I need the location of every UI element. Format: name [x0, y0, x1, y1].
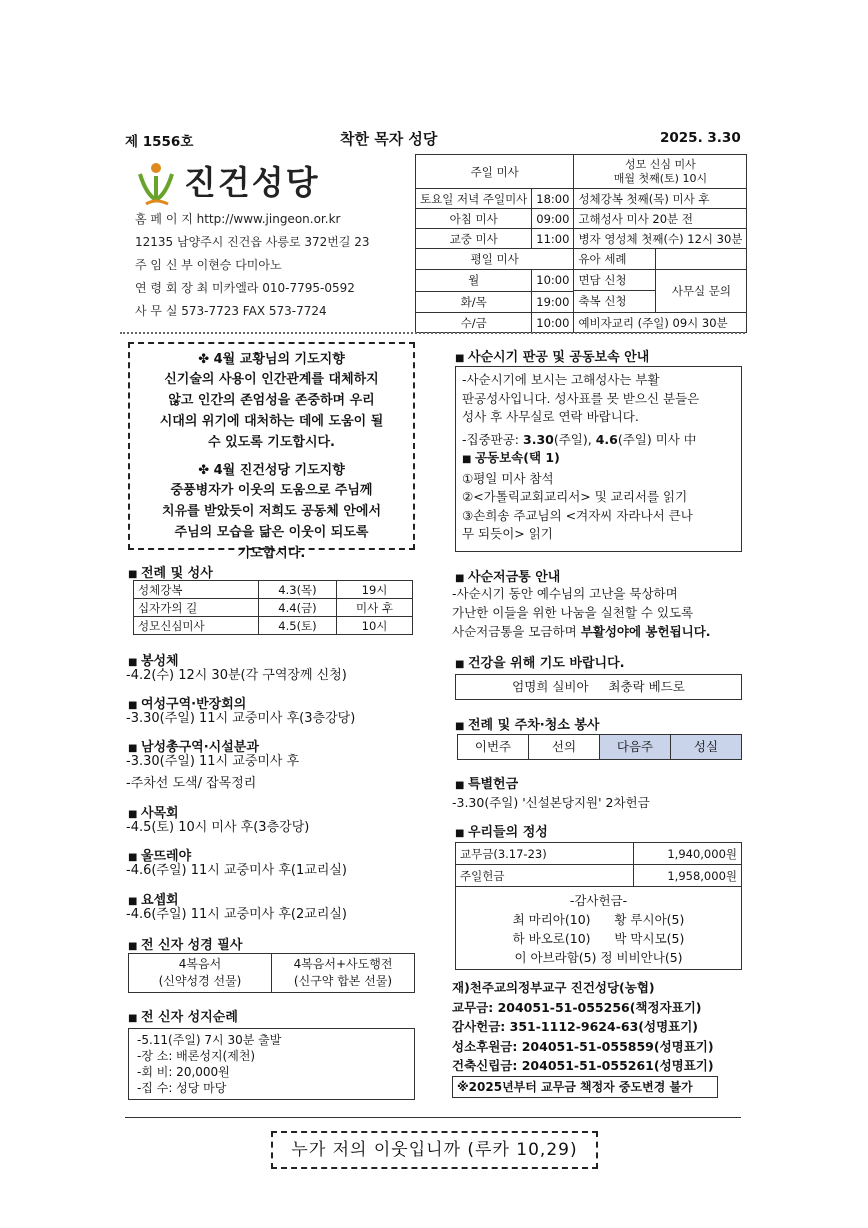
- schedule-label: 아침 미사: [416, 209, 532, 229]
- parish-intention-title-text: 4월 진건성당 기도지향: [213, 463, 345, 478]
- schedule-time: 18:00: [532, 189, 574, 209]
- pope-intention-title-text: 4월 교황님의 기도지향: [213, 352, 345, 367]
- lenten-text: [452, 584, 747, 641]
- holy-hour-title: 성모 신심 미사: [625, 157, 696, 171]
- text-line: ②<가톨릭교회교리서> 및 교리서를 읽기: [462, 489, 688, 504]
- pope-intention-title: ✤ 4월 교황님의 기도지향: [198, 352, 345, 367]
- accounts-notice: ※2025년부터 교무금 책정자 중도변경 불가: [452, 1076, 718, 1098]
- parish-logo: [132, 160, 352, 206]
- service-cell: 선의: [529, 735, 600, 759]
- footer-verse: 누가 저의 이웃입니까 (루카 10,29): [271, 1131, 598, 1169]
- section-line: -4.6(주일) 11시 교중미사 후(1교리실): [126, 863, 348, 878]
- office-phone: 사 무 실 573-7723 FAX 573-7724: [135, 304, 327, 318]
- schedule-label: 월: [416, 270, 532, 292]
- text-line: ①평일 미사 참석: [462, 470, 554, 486]
- table-row: [134, 599, 413, 617]
- section-line: -4.5(토) 10시 미사 후(3층강당): [126, 820, 310, 835]
- section-title: ■ 봉성체: [128, 650, 179, 669]
- lenten-title: ■ 사순저금통 안내: [455, 566, 560, 585]
- text-line: -5.11(주일) 7시 30분 출발: [137, 1033, 282, 1047]
- pilgrimage-title: ■ 전 신자 성지순례: [128, 1006, 238, 1025]
- text-line: [452, 622, 747, 641]
- service-title: ■ 전례 및 주차·청소 봉사: [455, 714, 599, 733]
- section-title: ■ 사목회: [128, 802, 179, 821]
- schedule-note: 예비자교리 (주일) 09시 30분: [574, 313, 747, 333]
- text-part: (주일),: [553, 431, 596, 447]
- section-title: ■ 여성구역·반장회의: [128, 693, 246, 712]
- text-part: 사순저금통을 모금하며: [452, 624, 581, 639]
- text-line: 시대의 위기에 대처하는 데에 도움이 될: [159, 414, 384, 429]
- table-row: [416, 313, 747, 333]
- text-line: 주님의 모습을 닮은 이웃이 되도록: [174, 525, 369, 540]
- dotted-divider: [120, 332, 745, 334]
- accounts-title: 재)천주교의정부교구 진건성당(농협): [452, 980, 655, 995]
- table-cell: 주일헌금: [456, 865, 634, 887]
- text-line: 4복음서+사도행전: [293, 957, 393, 971]
- health-names: 엄명희 실비아 최충락 베드로: [455, 674, 742, 700]
- section-line: -4.2(수) 12시 30분(각 구역장께 신청): [126, 668, 347, 683]
- prayer-intention-box: [128, 342, 415, 561]
- issue-number: 제 1556호: [125, 134, 194, 150]
- text-part: 부활성야에 봉헌됩니다.: [580, 624, 711, 639]
- service-cell: 성실: [671, 735, 741, 759]
- table-row: [416, 209, 747, 229]
- confession-dates: [462, 431, 735, 450]
- text-line: -집 수: 성당 마당: [137, 1081, 227, 1095]
- service-cell: 다음주: [600, 735, 671, 759]
- text-line: 하 바오로(10) 박 막시모(5): [512, 931, 685, 946]
- special-title: ■ 특별헌금: [455, 773, 518, 792]
- table-cell: 십자가의 길: [134, 599, 259, 617]
- consult-column: [574, 270, 656, 312]
- text-line: 않고 인간의 존엄성을 존중하며 우리: [168, 393, 375, 408]
- bulletin-date: 2025. 3.30: [660, 130, 741, 146]
- table-row: [134, 581, 413, 599]
- account-line: 감사헌금: 351-1112-9624-63(성명표기): [452, 1019, 699, 1034]
- bible-box: [128, 953, 415, 993]
- table-cell: 미사 후: [337, 599, 413, 617]
- schedule-time: 11:00: [532, 229, 574, 249]
- text-line: -사순시기 동안 예수님의 고난을 묵상하며: [452, 586, 678, 601]
- table-cell: 10시: [337, 617, 413, 635]
- logo-emblem-icon: [132, 160, 180, 206]
- section-title: ■ 울뜨레야: [128, 845, 191, 864]
- schedule-time: 10:00: [532, 313, 574, 333]
- text-part: (주일) 미사 中: [617, 431, 697, 447]
- account-line: 성소후원금: 204051-51-055859(성명표기): [452, 1038, 714, 1054]
- text-line: -장 소: 배론성지(제천): [137, 1049, 256, 1063]
- confession-title: ■ 사순시기 판공 및 공동보속 안내: [455, 346, 649, 365]
- section-line: -주차선 도색/ 잡목정리: [126, 776, 257, 791]
- text-line: 이 아브라함(5) 정 비비안나(5): [514, 950, 683, 965]
- schedule-note: 병자 영성체 첫째(수) 12시 30분: [574, 229, 747, 249]
- section-title: ■ 요셉회: [128, 889, 179, 908]
- offering-table: [455, 842, 742, 887]
- table-cell: 교무금(3.17-23): [456, 843, 634, 865]
- table-cell: 4.4(금): [258, 599, 336, 617]
- bible-title: ■ 전 신자 성경 필사: [128, 934, 242, 953]
- confession-box: [455, 366, 742, 552]
- weekday-mass-header: 평일 미사: [416, 249, 574, 270]
- text-part: -집중판공:: [462, 431, 523, 447]
- special-line: -3.30(주일) '신설본당지원' 2차헌금: [452, 795, 650, 810]
- table-cell: 성체강복: [134, 581, 259, 599]
- consult-cell: [574, 270, 747, 313]
- table-cell: 1,940,000원: [634, 843, 742, 865]
- offering-title: ■ 우리들의 정성: [455, 821, 548, 840]
- president: 연 령 회 장 최 미카엘라 010-7795-0592: [135, 281, 355, 295]
- sunday-mass-header: 주일 미사: [416, 155, 574, 189]
- liturgy-title: ■ 전례 및 성사: [128, 562, 213, 581]
- text-line: 판공성사입니다. 성사표를 못 받으신 분들은: [462, 390, 700, 406]
- infant-baptism: 유아 세례: [574, 249, 656, 269]
- section-line: -3.30(주일) 11시 교중미사 후: [126, 754, 300, 769]
- schedule-time: 19:00: [532, 291, 574, 313]
- table-cell: 성모신심미사: [134, 617, 259, 635]
- schedule-time: 10:00: [532, 270, 574, 292]
- schedule-label: 수/금: [416, 313, 532, 333]
- schedule-label: 화/목: [416, 291, 532, 313]
- section-line: -3.30(주일) 11시 교중미사 후(3층강당): [126, 711, 356, 726]
- date-1: 3.30: [523, 431, 554, 447]
- date-2: 4.6: [595, 431, 618, 447]
- text-line: 치유를 받았듯이 저희도 공동체 안에서: [161, 504, 382, 519]
- text-line: 최 마리아(10) 황 루시아(5): [512, 912, 685, 927]
- schedule-label: 교중 미사: [416, 229, 532, 249]
- table-cell: 1,958,000원: [634, 865, 742, 887]
- text-line: -사순시기에 보시는 고해성사는 부활: [462, 372, 660, 387]
- account-line: 건축신립금: 204051-51-055261(성명표기): [452, 1058, 714, 1073]
- health-title: ■ 건강을 위해 기도 바랍니다.: [455, 652, 625, 671]
- penance-title: ■ 공동보속(택 1): [462, 449, 735, 470]
- mass-schedule-table: [415, 154, 747, 333]
- table-row: [456, 843, 742, 865]
- text-line: 중풍병자가 이웃의 도움으로 주님께: [170, 483, 373, 498]
- text-line: 4복음서: [178, 957, 222, 971]
- text-line: ③손희송 주교님의 <겨자씨 자라나서 큰나: [462, 507, 693, 523]
- schedule-note: 성체강복 첫째(목) 미사 후: [574, 189, 747, 209]
- text-line: 가난한 이들을 위한 나눔을 실천할 수 있도록: [452, 605, 694, 620]
- accounts-block: [452, 978, 714, 1076]
- thanks-box: [455, 886, 742, 970]
- table-cell: 4.5(토): [258, 617, 336, 635]
- pilgrimage-box: [128, 1028, 415, 1100]
- homepage: 홈 페 이 지 http://www.jingeon.or.kr: [135, 212, 341, 226]
- service-cell: 이번주: [458, 735, 529, 759]
- parish-intention-title: ✤ 4월 진건성당 기도지향: [198, 463, 345, 478]
- pope-intention-text: [130, 369, 413, 453]
- text-line: 무 되듯이> 읽기: [462, 526, 553, 541]
- text-line: 신기술의 사용이 인간관계를 대체하지: [164, 372, 379, 387]
- parish-intention-text: [130, 480, 413, 564]
- section-line: -4.6(주일) 11시 교중미사 후(2교리실): [126, 907, 348, 922]
- account-line: 교무금: 204051-51-055256(책정자표기): [452, 999, 702, 1015]
- bulletin-title: 착한 목자 성당: [340, 130, 438, 148]
- table-row: [416, 189, 747, 209]
- schedule-note: 고해성사 미사 20분 전: [574, 209, 747, 229]
- table-row: [416, 249, 747, 270]
- text-line: -회 비: 20,000원: [137, 1065, 230, 1079]
- baptism-cell: [574, 249, 747, 270]
- service-table: [457, 734, 742, 760]
- text-line: 수 있도록 기도합시다.: [207, 435, 335, 450]
- liturgy-table: [133, 580, 413, 635]
- table-cell: 19시: [337, 581, 413, 599]
- section-title: ■ 남성총구역·시설분과: [128, 736, 259, 755]
- bible-option-1: [129, 954, 272, 992]
- bible-option-2: [272, 954, 414, 992]
- table-row: [416, 229, 747, 249]
- table-row: [416, 270, 747, 292]
- text-line: (신약성경 선물): [158, 974, 242, 988]
- footer-divider: [125, 1117, 741, 1118]
- schedule-note: 축복 신청: [578, 294, 627, 308]
- office-inquiry: 사무실 문의: [671, 284, 732, 298]
- table-cell: 4.3(목): [258, 581, 336, 599]
- schedule-label: 토요일 저녁 주일미사: [416, 189, 532, 209]
- table-row: [456, 865, 742, 887]
- holy-hour-sub: 매월 첫째(토) 10시: [613, 171, 708, 185]
- logo-wordmark: 진건성당: [184, 163, 320, 202]
- text-line: 성사 후 사무실로 연락 바랍니다.: [462, 409, 639, 424]
- text-line: (신구약 합본 선물): [293, 974, 393, 988]
- schedule-time: 09:00: [532, 209, 574, 229]
- text-line: 기도합시다.: [237, 546, 306, 561]
- address: 12135 남양주시 진건읍 사릉로 372번길 23: [135, 235, 370, 249]
- thanks-title: -감사헌금-: [569, 893, 628, 908]
- schedule-note: 면담 신청: [574, 270, 655, 291]
- table-row: [134, 617, 413, 635]
- holy-hour-cell: [574, 155, 747, 189]
- pastor: 주 임 신 부 이현승 다미아노: [135, 258, 282, 272]
